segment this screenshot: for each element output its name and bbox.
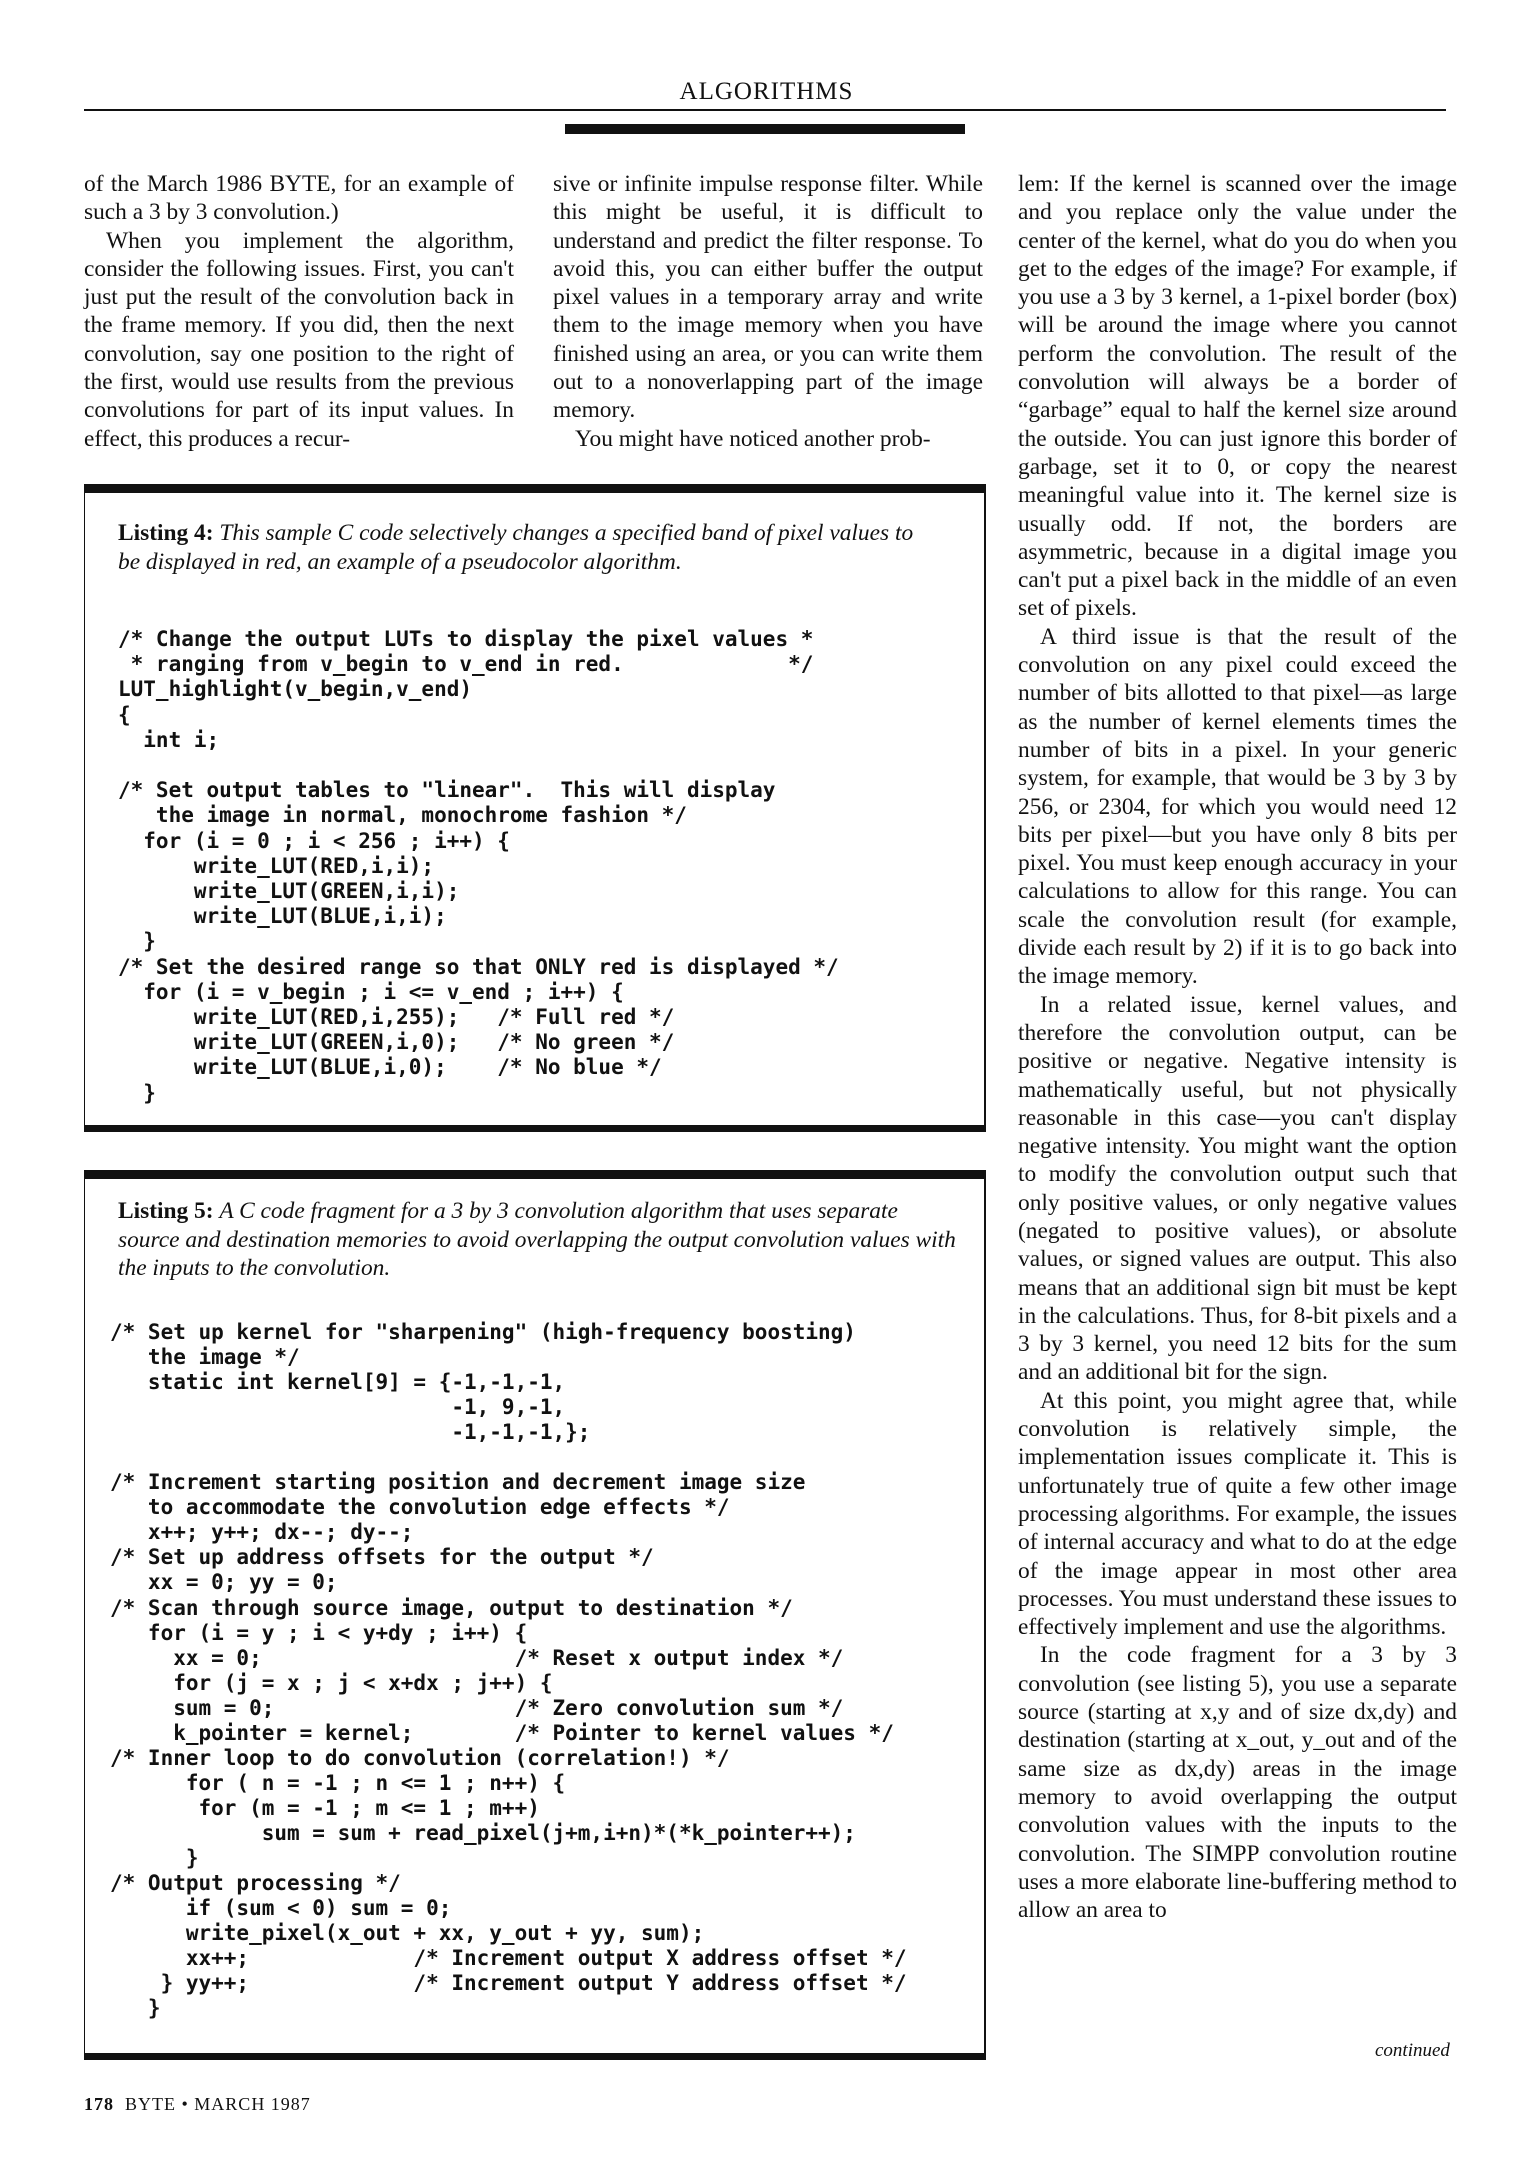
- column-1: [84, 170, 514, 453]
- column-3: [1018, 170, 1457, 1924]
- paragraph: You might have noticed another prob-: [575, 425, 931, 452]
- continued-note: continued: [1375, 2040, 1450, 2061]
- paragraph: lem: If the kernel is scanned over the image and you replace only the value under the center of the kernel, what do you do when you get to the edges of the image? For example, if you use a 3 by 3 kernel, a 1-pixel border (box) will be around the image where you cannot perform the convolution. The result of the convolution will always be a border of “garbage” equal to half the kernel size around the outside. You can just ignore this border of garbage, set it to 0, or copy the nearest meaningful value into it. The kernel size is usually odd. If not, the borders are asymmetric, because in a digital image you can't put a pixel back in the middle of an even set of pixels.: [1018, 171, 1457, 622]
- paragraph: In a related issue, kernel values, and therefore the convolution output, can be positive or negative. Negative intensity is mathematically useful, but not physically reasonable in this case—you can't display negative intensity. You might want the option to modify the convolution output such that only positive values, or only negative values (negated to positive values), or absolute values, or signed values are output. This also means that an additional sign bit must be kept in the calculations. Thus, for 8-bit pixels and a 3 by 3 kernel, you need 12 bits for the sum and an additional bit for the sign.: [1018, 991, 1457, 1386]
- listing-5-bottom-rule: [84, 2053, 986, 2060]
- listing-4-code: /* Change the output LUTs to display the pixel values * * ranging from v_begin to v_end in red. */ LUT_highlight(v_begin,v_end) { int i; /* Set output tables to "linear". This will display the image in normal, monochrome fashion */ for (i = 0 ; i < 256 ; i++) { write_LUT(RED,i,i); write_LUT(GREEN,i,i); write_LUT(BLUE,i,i); } /* Set the desired range so that ONLY red is displayed */ for (i = v_begin ; i <= v_end ; i++) { write_LUT(RED,i,255); /* Full red */ write_LUT(GREEN,i,0); /* No green */ write_LUT(BLUE,i,0); /* No blue */ }: [118, 627, 839, 1105]
- listing-5-caption: [118, 1197, 958, 1283]
- paragraph: A third issue is that the result of the convolution on any pixel could exceed the number of bits allotted to that pixel—as large as the number of kernel elements times the number of bits in a pixel. In your generic system, for example, that would be 3 by 3 by 256, or 2304, for which you would need 12 bits per pixel—but you have only 8 bits per pixel. You must keep enough accuracy in your calculations to allow for this range. You can scale the convolution result (for example, divide each result by 2) if it is to go back into the image memory.: [1018, 623, 1457, 990]
- listing-5-code: /* Set up kernel for "sharpening" (high-frequency boosting) the image */ static int kernel[9] = {-1,-1,-1, -1, 9,-1, -1,-1,-1,}; /* Increment starting position and decrement image size to accommodate the convolution edge effects */ x++; y++; dx--; dy--; /* Set up address offsets for the output */ xx = 0; yy = 0; /* Scan through source image, output to destination */ for (i = y ; i < y+dy ; i++) { xx = 0; /* Reset x output index */ for (j = x ; j < x+dx ; j++) { sum = 0; /* Zero convolution sum */ k_pointer = kernel; /* Pointer to kernel values */ /* Inner loop to do convolution (correlation!) */ for ( n = -1 ; n <= 1 ; n++) { for (m = -1 ; m <= 1 ; m++) sum = sum + read_pixel(j+m,i+n)*(*k_pointer++); } /* Output processing */ if (sum < 0) sum = 0; write_pixel(x_out + xx, y_out + yy, sum); xx++; /* Increment output X address offset */ } yy++; /* Increment output Y address offset */ }: [110, 1320, 907, 2021]
- header-rule: [84, 109, 1446, 111]
- paragraph: of the March 1986 BYTE, for an example of such a 3 by 3 convolution.): [84, 171, 514, 226]
- listing-5-label: Listing 5:: [118, 1198, 214, 1224]
- page-number: 178: [84, 2094, 114, 2114]
- header-bar: [565, 124, 965, 134]
- magazine-issue: BYTE • MARCH 1987: [125, 2094, 311, 2114]
- paragraph: At this point, you might agree that, while convolution is relatively simple, the implementation issues complicate it. This is unfortunately true of quite a few other image processing algorithms. For example, the issues of internal accuracy and what to do at the edge of the image appear in most other area processes. You must understand these issues to effectively implement and use the algorithms.: [1018, 1387, 1457, 1641]
- listing-4-label: Listing 4:: [118, 520, 214, 546]
- listing-4-caption-text: This sample C code selectively changes a specified band of pixel values to be displayed in red, an example of a pseudocolor algorithm.: [118, 520, 914, 575]
- listing-5-caption-text: A C code fragment for a 3 by 3 convolution algorithm that uses separate source and destination memories to avoid overlapping the output convolution values with the inputs to the convolution.: [118, 1198, 956, 1281]
- column-2: [553, 170, 983, 453]
- page-footer: [84, 2094, 311, 2115]
- section-header: ALGORITHMS: [679, 78, 854, 105]
- paragraph: When you implement the algorithm, consider the following issues. First, you can't just put the result of the convolution back in the frame memory. If you did, then the next convolution, say one position to the right of the first, would use results from the previous convolutions for part of its input values. In effect, this produces a recur-: [84, 227, 514, 452]
- paragraph: In the code fragment for a 3 by 3 convolution (see listing 5), you use a separate source (starting at x,y and of size dx,dy) and destination (starting at x_out, y_out and of the same size as dx,dy) areas in the image memory to avoid overlapping the output convolution values with the inputs to the convolution. The SIMPP convolution routine uses a more elaborate line-buffering method to allow an area to: [1018, 1642, 1457, 1924]
- paragraph: sive or infinite impulse response filter. While this might be useful, it is difficult to understand and predict the filter response. To avoid this, you can either buffer the output pixel values in a temporary array and write them to the image memory when you have finished using an area, or you can write them out to a nonoverlapping part of the image memory.: [553, 171, 983, 424]
- listing-4-caption: [118, 519, 938, 576]
- listing-4-bottom-rule: [84, 1125, 986, 1132]
